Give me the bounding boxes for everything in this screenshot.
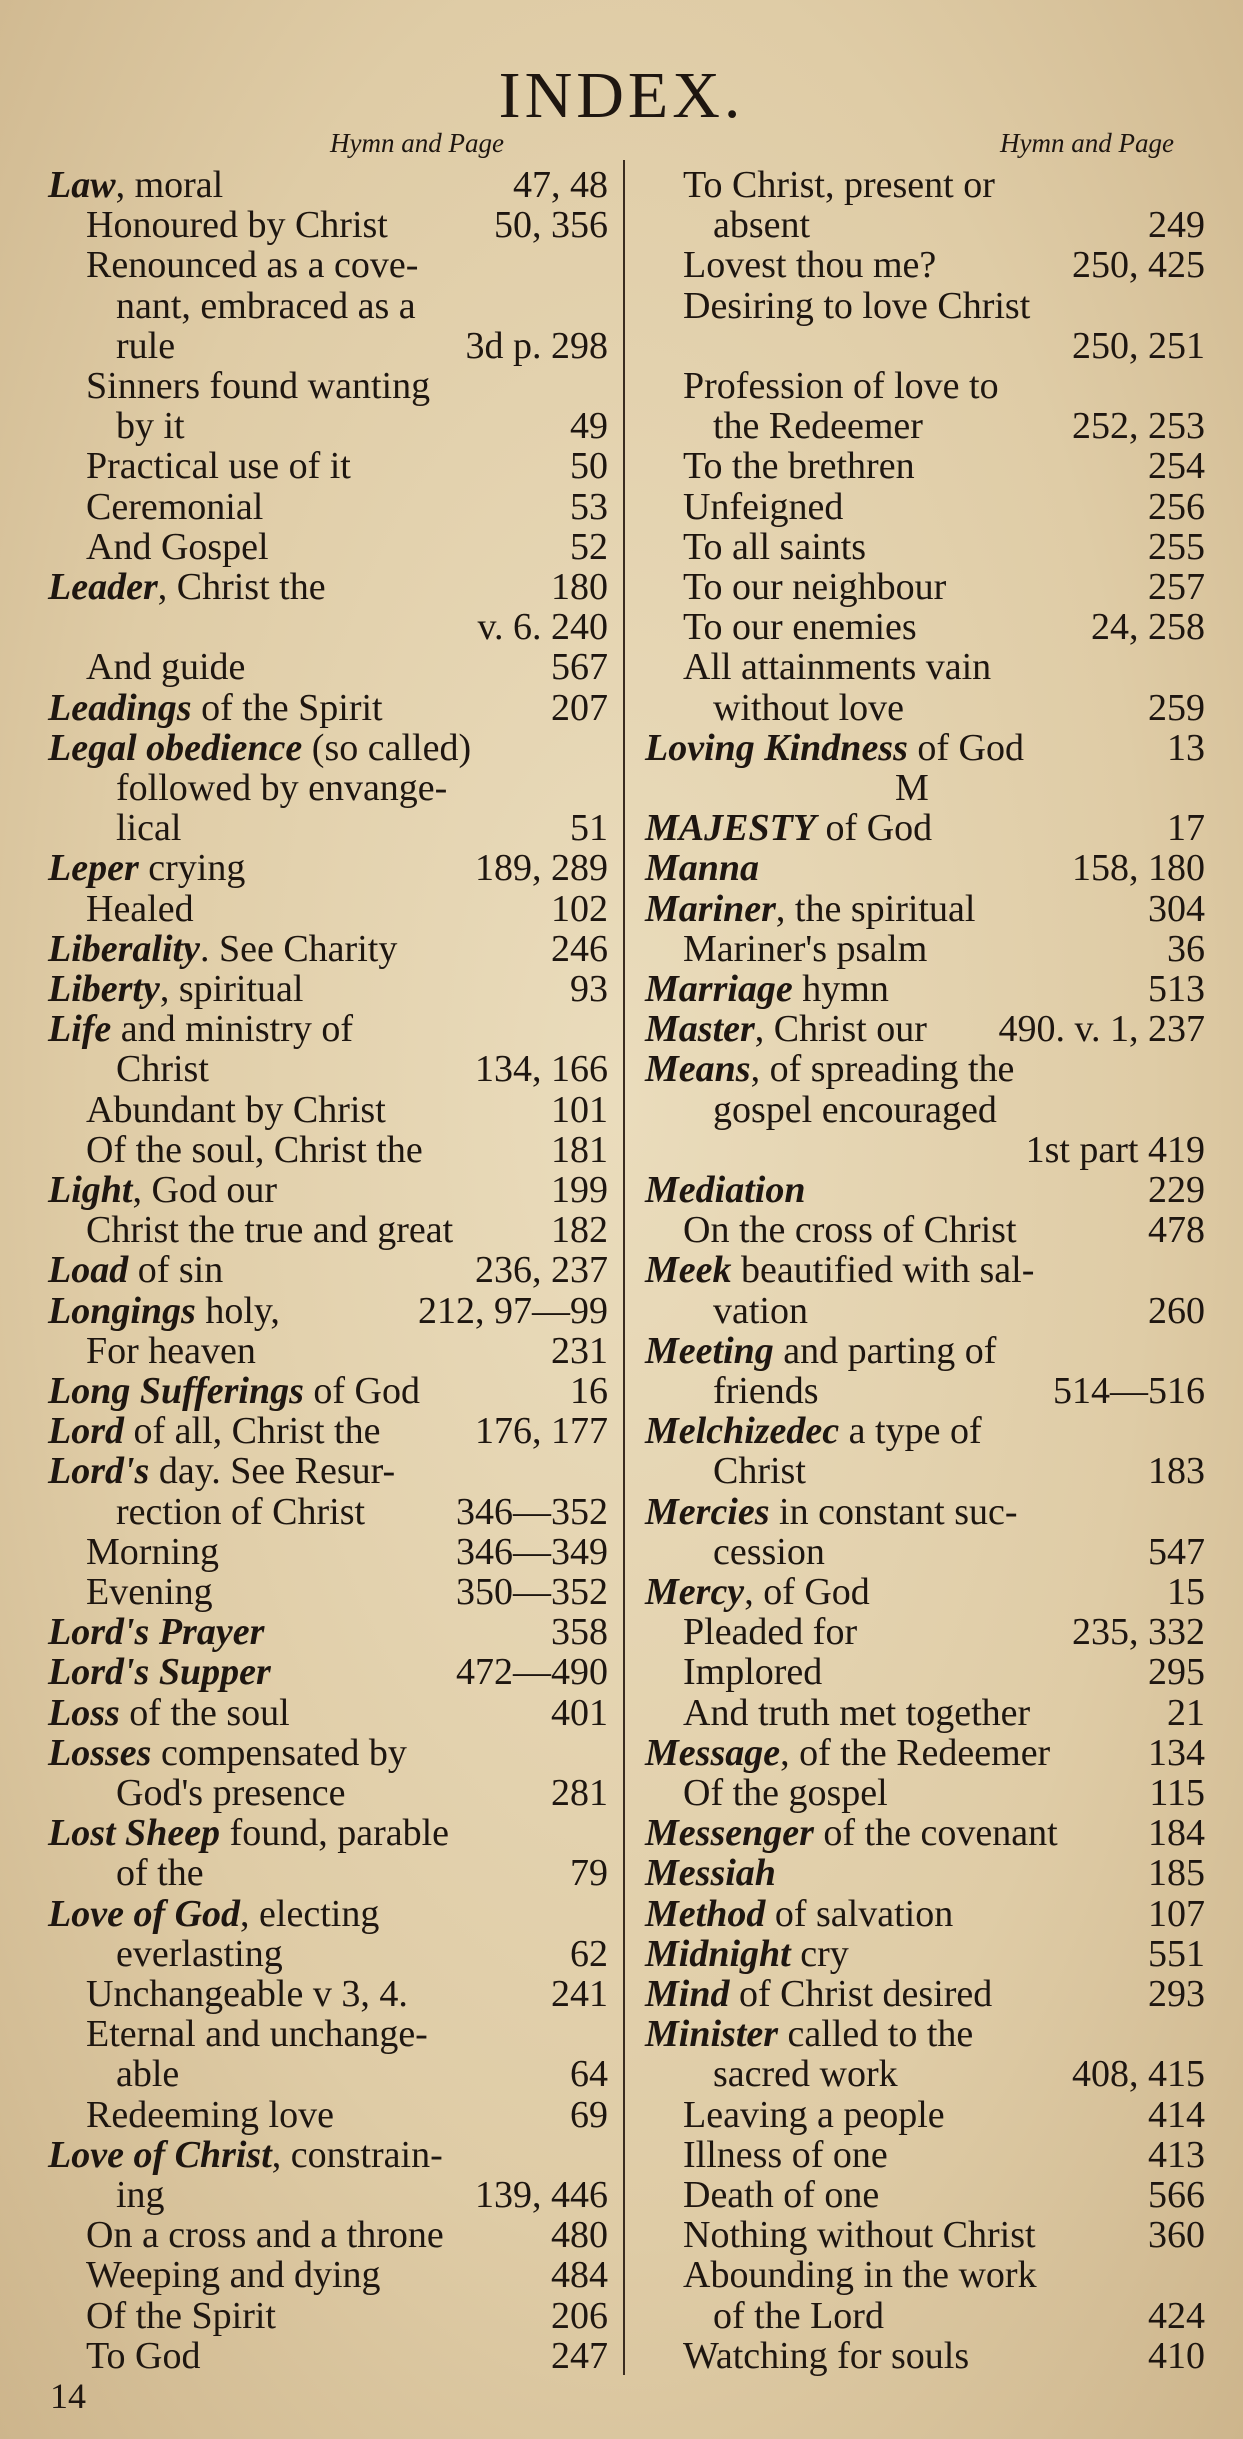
headword-rest: of the covenant <box>813 1812 1058 1855</box>
page-reference: 246 <box>551 927 608 970</box>
entry-text: Of the soul, Christ the <box>86 1128 423 1171</box>
entry-text: of the <box>116 1852 204 1895</box>
entry-text: Death of one <box>683 2174 880 2216</box>
page-reference: 360 <box>1148 2214 1205 2257</box>
page-reference: 158, 180 <box>1072 847 1205 890</box>
page-number: 14 <box>50 2376 86 2416</box>
headword: Lord's <box>48 1450 150 1493</box>
page-reference: 206 <box>551 2294 608 2337</box>
entry-text: followed by envange- <box>116 767 448 809</box>
entry-text: Unchangeable v 3, 4. <box>86 1973 408 2015</box>
entry-text: God's presence <box>116 1772 346 1814</box>
headword-rest: , God our <box>132 1169 278 1211</box>
headword-rest: , the spiritual <box>775 887 976 930</box>
page-reference: 490. v. 1, 237 <box>998 1008 1205 1051</box>
headword-rest: , of spreading the <box>750 1048 1015 1091</box>
headword: Leader <box>48 566 158 608</box>
page-reference: 3d p. 298 <box>465 324 608 367</box>
entry-text: For heaven <box>86 1329 256 1372</box>
page-reference: 410 <box>1148 2334 1205 2377</box>
page-reference: 47, 48 <box>513 164 608 206</box>
page-reference: 257 <box>1148 566 1205 608</box>
headword: Mercy <box>645 1571 745 1613</box>
page-reference: 24, 258 <box>1091 606 1205 649</box>
headword-rest: , electing <box>240 1892 380 1935</box>
page-reference: 101 <box>551 1088 608 1131</box>
entry-text: the Redeemer <box>713 405 923 448</box>
page-reference: 1st part 419 <box>1025 1128 1205 1171</box>
page-reference: 139, 446 <box>475 2174 608 2216</box>
entry-text: nant, embraced as a <box>116 284 416 327</box>
page-reference: 293 <box>1148 1973 1205 2015</box>
headword-rest: , of God <box>744 1571 870 1613</box>
headword: Longings <box>48 1289 196 1332</box>
entry-text: Watching for souls <box>683 2334 970 2377</box>
headword-rest: of Christ desired <box>729 1973 993 2015</box>
entry-text: Abundant by Christ <box>86 1088 386 1131</box>
headword: Long Sufferings <box>48 1370 304 1412</box>
page-reference: 231 <box>551 1329 608 1372</box>
headword: Lord's Prayer <box>48 1611 265 1654</box>
page-reference: 134 <box>1148 1731 1205 1774</box>
headword: Melchizedec <box>645 1410 840 1453</box>
headword: Meek <box>645 1249 732 1292</box>
headword-rest: of God <box>303 1370 420 1412</box>
page-reference: 13 <box>1167 726 1205 769</box>
page-reference: 36 <box>1167 927 1205 970</box>
entry-text: without love <box>713 686 905 729</box>
headword: Loving Kindness <box>645 726 908 769</box>
page-reference: 350—352 <box>456 1571 608 1613</box>
headword: Mind <box>645 1973 730 2015</box>
page-reference: 484 <box>551 2254 608 2297</box>
entry-text: On the cross of Christ <box>683 1209 1017 1252</box>
entry-text: To our enemies <box>683 606 917 649</box>
headword: Law <box>48 164 116 206</box>
entry-text: Unfeigned <box>683 485 844 528</box>
page-reference: 249 <box>1148 204 1205 247</box>
page-reference: 413 <box>1148 2133 1205 2176</box>
headword-rest: of the soul <box>119 1691 290 1734</box>
headword: Lord's Supper <box>48 1651 271 1694</box>
headword: Manna <box>645 847 760 890</box>
entry-text: rule <box>116 324 176 367</box>
entry-text: Honoured by Christ <box>86 204 388 247</box>
entry-text: To our neighbour <box>683 566 947 608</box>
page-reference: 259 <box>1148 686 1205 729</box>
headword: Lost Sheep <box>48 1812 221 1855</box>
page-reference: 199 <box>551 1169 608 1211</box>
page-reference: 401 <box>551 1691 608 1734</box>
entry-text: Lovest thou me? <box>683 244 937 287</box>
headword: Liberty <box>48 968 160 1010</box>
entry-text: Desiring to love Christ <box>683 284 1031 327</box>
page-reference: 53 <box>570 485 608 528</box>
page-reference: 52 <box>570 525 608 568</box>
page-reference: 189, 289 <box>475 847 608 890</box>
headword: Loss <box>48 1691 120 1734</box>
column-header-left: Hymn and Page <box>330 128 504 158</box>
index-column-left <box>48 165 608 2375</box>
page-reference: 62 <box>570 1932 608 1975</box>
headword-rest: day. See Resur- <box>149 1450 396 1493</box>
page-reference: 567 <box>551 646 608 689</box>
headword-rest: and ministry of <box>111 1008 353 1051</box>
headword-rest: , spiritual <box>159 968 304 1010</box>
headword-rest: crying <box>138 847 246 890</box>
page-reference: 514—516 <box>1053 1370 1205 1412</box>
page-reference: 478 <box>1148 1209 1205 1252</box>
page-reference: 566 <box>1148 2174 1205 2216</box>
headword: Messiah <box>645 1852 776 1895</box>
page-reference: 181 <box>551 1128 608 1171</box>
page-reference: 93 <box>570 968 608 1010</box>
headword-rest: , of the Redeemer <box>780 1731 1051 1774</box>
entry-text: Renounced as a cove- <box>86 244 419 287</box>
entry-text: of the Lord <box>713 2294 884 2337</box>
page-reference: 295 <box>1148 1651 1205 1694</box>
index-entry <box>645 2330 1205 2382</box>
headword: Love of God <box>48 1892 241 1935</box>
headword: Light <box>48 1169 133 1211</box>
page-reference: 414 <box>1148 2093 1205 2136</box>
entry-text: lical <box>116 807 182 850</box>
page-reference: 547 <box>1148 1530 1205 1573</box>
headword-rest: , constrain- <box>271 2133 443 2176</box>
entry-text: Weeping and dying <box>86 2254 381 2297</box>
headword-rest: (so called) <box>302 726 472 769</box>
headword: Midnight <box>645 1932 791 1975</box>
entry-text: by it <box>116 405 185 448</box>
page-reference: 115 <box>1149 1772 1205 1814</box>
entry-text: friends <box>713 1370 819 1412</box>
page-reference: 513 <box>1148 968 1205 1010</box>
page-reference: 182 <box>551 1209 608 1252</box>
page-reference: 17 <box>1167 807 1205 850</box>
entry-text: Christ <box>713 1450 806 1493</box>
headword-rest: hymn <box>792 968 889 1010</box>
index-column-right <box>645 165 1205 2375</box>
headword-rest: . See Charity <box>199 927 398 970</box>
headword: Marriage <box>645 968 793 1010</box>
page-reference: 15 <box>1167 1571 1205 1613</box>
column-header-right: Hymn and Page <box>1000 128 1174 158</box>
entry-text: Pleaded for <box>683 1611 858 1654</box>
headword-rest: cry <box>790 1932 849 1975</box>
entry-text: Of the gospel <box>683 1772 888 1814</box>
entry-text: All attainments vain <box>683 646 992 689</box>
page-reference: 252, 253 <box>1072 405 1205 448</box>
entry-text: Evening <box>86 1571 213 1613</box>
page-reference: 346—349 <box>456 1530 608 1573</box>
headword: Mediation <box>645 1169 806 1211</box>
entry-text: Ceremonial <box>86 485 264 528</box>
entry-text: To God <box>86 2334 201 2377</box>
page-reference: 107 <box>1148 1892 1205 1935</box>
headword: Means <box>645 1048 751 1091</box>
headword: Mercies <box>645 1490 770 1533</box>
page-reference: 184 <box>1148 1812 1205 1855</box>
headword-rest: , moral <box>115 164 224 206</box>
entry-text: absent <box>713 204 811 247</box>
page-reference: 480 <box>551 2214 608 2257</box>
headword-rest: compensated by <box>151 1731 407 1774</box>
page-reference: 207 <box>551 686 608 729</box>
column-divider <box>623 160 625 2375</box>
page-reference: 304 <box>1148 887 1205 930</box>
headword-rest: , Christ the <box>157 566 326 608</box>
page-reference: 102 <box>551 887 608 930</box>
headword: Love of Christ <box>48 2133 272 2176</box>
page-reference: 551 <box>1148 1932 1205 1975</box>
headword: Minister <box>645 2013 779 2056</box>
entry-text: And Gospel <box>86 525 269 568</box>
headword-rest: of God <box>816 807 933 850</box>
entry-text: Of the Spirit <box>86 2294 276 2337</box>
page-reference: 256 <box>1148 485 1205 528</box>
entry-text: And truth met together <box>683 1691 1031 1734</box>
entry-text: Abounding in the work <box>683 2254 1037 2297</box>
headword-rest: a type of <box>839 1410 982 1453</box>
page-reference: 247 <box>551 2334 608 2377</box>
headword-rest: and parting of <box>773 1329 997 1372</box>
page-reference: 50 <box>570 445 608 488</box>
page-reference: 346—352 <box>456 1490 608 1533</box>
page-reference: 236, 237 <box>475 1249 608 1292</box>
section-letter: M <box>895 767 929 809</box>
headword: Message <box>645 1731 781 1774</box>
page-reference: 183 <box>1148 1450 1205 1493</box>
entry-text: cession <box>713 1530 825 1573</box>
entry-text: And guide <box>86 646 246 689</box>
headword: Liberality <box>48 927 200 970</box>
entry-text: gospel encouraged <box>713 1088 997 1131</box>
headword-rest: of the Spirit <box>191 686 383 729</box>
entry-text: Illness of one <box>683 2133 888 2176</box>
page-reference: 50, 356 <box>494 204 608 247</box>
headword-rest: of sin <box>128 1249 224 1292</box>
page-reference: 260 <box>1148 1289 1205 1332</box>
entry-text: Redeeming love <box>86 2093 334 2136</box>
entry-text: Implored <box>683 1651 823 1694</box>
headword: Meeting <box>645 1329 774 1372</box>
page-reference: 241 <box>551 1973 608 2015</box>
headword: Life <box>48 1008 112 1051</box>
page-reference: 69 <box>570 2093 608 2136</box>
page-reference: 180 <box>551 566 608 608</box>
page-reference: 16 <box>570 1370 608 1412</box>
headword: Legal obedience <box>48 726 303 769</box>
entry-text: To all saints <box>683 525 867 568</box>
headword: Messenger <box>645 1812 814 1855</box>
page-reference: 51 <box>570 807 608 850</box>
page-reference: 281 <box>551 1772 608 1814</box>
page-reference: 176, 177 <box>475 1410 608 1453</box>
page-reference: 21 <box>1167 1691 1205 1734</box>
entry-text: Practical use of it <box>86 445 351 488</box>
headword: Master <box>645 1008 755 1051</box>
headword: Leadings <box>48 686 192 729</box>
entry-text: Mariner's psalm <box>683 927 928 970</box>
headword-rest: in constant suc- <box>769 1490 1018 1533</box>
entry-text: rection of Christ <box>116 1490 366 1533</box>
page-reference: 424 <box>1148 2294 1205 2337</box>
entry-text: To the brethren <box>683 445 915 488</box>
page-reference: 472—490 <box>456 1651 608 1694</box>
entry-text: On a cross and a throne <box>86 2214 444 2257</box>
headword-rest: of God <box>907 726 1024 769</box>
page-reference: v. 6. 240 <box>477 606 608 649</box>
entry-text: Healed <box>86 887 194 930</box>
headword: Losses <box>48 1731 152 1774</box>
page-reference: 134, 166 <box>475 1048 608 1091</box>
headword: Lord <box>48 1410 124 1453</box>
page-reference: 250, 251 <box>1072 324 1205 367</box>
page-reference: 358 <box>551 1611 608 1654</box>
headword: Method <box>645 1892 766 1935</box>
page-reference: 235, 332 <box>1072 1611 1205 1654</box>
headword-rest: of all, Christ the <box>124 1410 381 1453</box>
entry-text: able <box>116 2053 180 2096</box>
entry-text: vation <box>713 1289 808 1332</box>
entry-text: Christ <box>116 1048 209 1091</box>
page-reference: 255 <box>1148 525 1205 568</box>
headword-rest: called to the <box>778 2013 974 2056</box>
headword-rest: found, parable <box>220 1812 450 1855</box>
entry-text: Eternal and unchange- <box>86 2013 428 2056</box>
headword-rest: of salvation <box>765 1892 954 1935</box>
headword: Mariner <box>645 887 776 930</box>
entry-text: ing <box>116 2174 165 2216</box>
page-title: INDEX. <box>498 59 745 132</box>
entry-text: Sinners found wanting <box>86 365 431 407</box>
headword: Leper <box>48 847 139 890</box>
entry-text: Nothing without Christ <box>683 2214 1036 2257</box>
page-reference: 212, 97—99 <box>418 1289 608 1332</box>
page-reference: 408, 415 <box>1072 2053 1205 2096</box>
entry-text: Leaving a people <box>683 2093 945 2136</box>
headword-rest: beautified with sal- <box>731 1249 1035 1292</box>
headword: MAJESTY <box>645 807 817 850</box>
page-reference: 49 <box>570 405 608 448</box>
page-reference: 229 <box>1148 1169 1205 1211</box>
entry-text: To Christ, present or <box>683 164 995 206</box>
headword-rest: holy, <box>195 1289 280 1332</box>
page-reference: 185 <box>1148 1852 1205 1895</box>
page-reference: 250, 425 <box>1072 244 1205 287</box>
headword-rest: , Christ our <box>754 1008 927 1051</box>
index-entry <box>48 2330 608 2382</box>
page-reference: 254 <box>1148 445 1205 488</box>
entry-text: everlasting <box>116 1932 283 1975</box>
headword: Load <box>48 1249 129 1292</box>
entry-text: Profession of love to <box>683 365 999 407</box>
entry-text: Christ the true and great <box>86 1209 454 1252</box>
page-reference: 79 <box>570 1852 608 1895</box>
page-reference: 64 <box>570 2053 608 2096</box>
entry-text: sacred work <box>713 2053 898 2096</box>
entry-text: Morning <box>86 1530 219 1573</box>
